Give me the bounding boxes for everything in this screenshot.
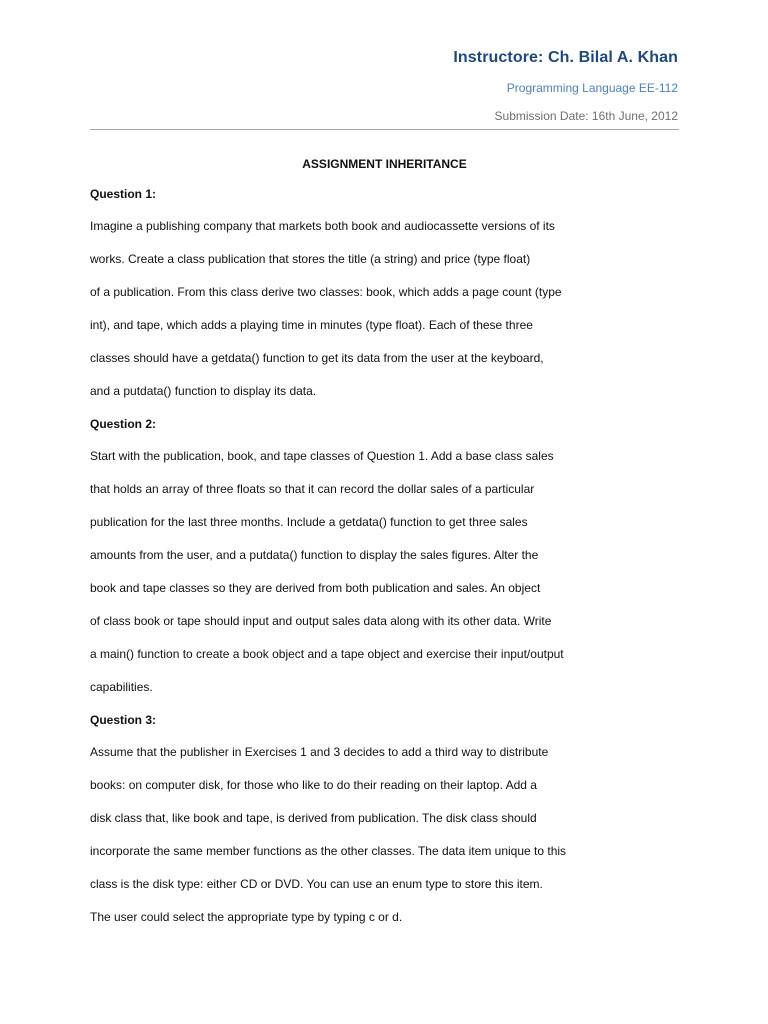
question-text-line: book and tape classes so they are derived from both publication and sales. An object — [90, 581, 541, 595]
question-text-line: Assume that the publisher in Exercises 1 and 3 decides to add a third way to distribute — [90, 745, 549, 759]
assignment-title: ASSIGNMENT INHERITANCE — [302, 157, 467, 171]
question-text-line: Start with the publication, book, and tape classes of Question 1. Add a base class sales — [90, 449, 554, 463]
question-2 — [90, 408, 690, 704]
question-text-line: int), and tape, which adds a playing time in minutes (type float). Each of these three — [90, 318, 533, 332]
question-text-line: publication for the last three months. Include a getdata() function to get three sales — [90, 515, 528, 529]
question-text-line: books: on computer disk, for those who like to do their reading on their laptop. Add a — [90, 778, 537, 792]
question-text-line: Imagine a publishing company that markets both book and audiocassette versions of its — [90, 219, 555, 233]
question-3 — [90, 704, 690, 934]
question-1 — [90, 178, 690, 408]
question-text-line: capabilities. — [90, 680, 153, 694]
question-text-line: of a publication. From this class derive two classes: book, which adds a page count (type — [90, 285, 562, 299]
question-text-line: incorporate the same member functions as the other classes. The data item unique to this — [90, 844, 567, 858]
document-body — [90, 150, 690, 934]
question-heading: Question 1: — [90, 187, 157, 201]
course-name: Programming Language EE-112 — [506, 81, 678, 95]
question-text-line: The user could select the appropriate type by typing c or d. — [90, 910, 403, 924]
question-text-line: works. Create a class publication that stores the title (a string) and price (type float) — [90, 252, 531, 266]
instructor-name: Instructore: Ch. Bilal A. Khan — [453, 49, 678, 66]
question-text-line: of class book or tape should input and output sales data along with its other data. Write — [90, 614, 552, 628]
question-text-line: classes should have a getdata() function to get its data from the user at the keyboard, — [90, 351, 544, 365]
question-heading: Question 3: — [90, 713, 157, 727]
header-divider — [90, 129, 679, 130]
question-heading: Question 2: — [90, 417, 157, 431]
document-header — [453, 44, 678, 128]
question-text-line: and a putdata() function to display its data. — [90, 384, 317, 398]
question-text-line: disk class that, like book and tape, is derived from publication. The disk class should — [90, 811, 537, 825]
question-text-line: a main() function to create a book object and a tape object and exercise their input/output — [90, 647, 564, 661]
question-text-line: class is the disk type: either CD or DVD. You can use an enum type to store this item. — [90, 877, 543, 891]
question-text-line: that holds an array of three floats so that it can record the dollar sales of a particular — [90, 482, 535, 496]
submission-date: Submission Date: 16th June, 2012 — [494, 109, 678, 123]
question-text-line: amounts from the user, and a putdata() function to display the sales figures. Alter the — [90, 548, 539, 562]
